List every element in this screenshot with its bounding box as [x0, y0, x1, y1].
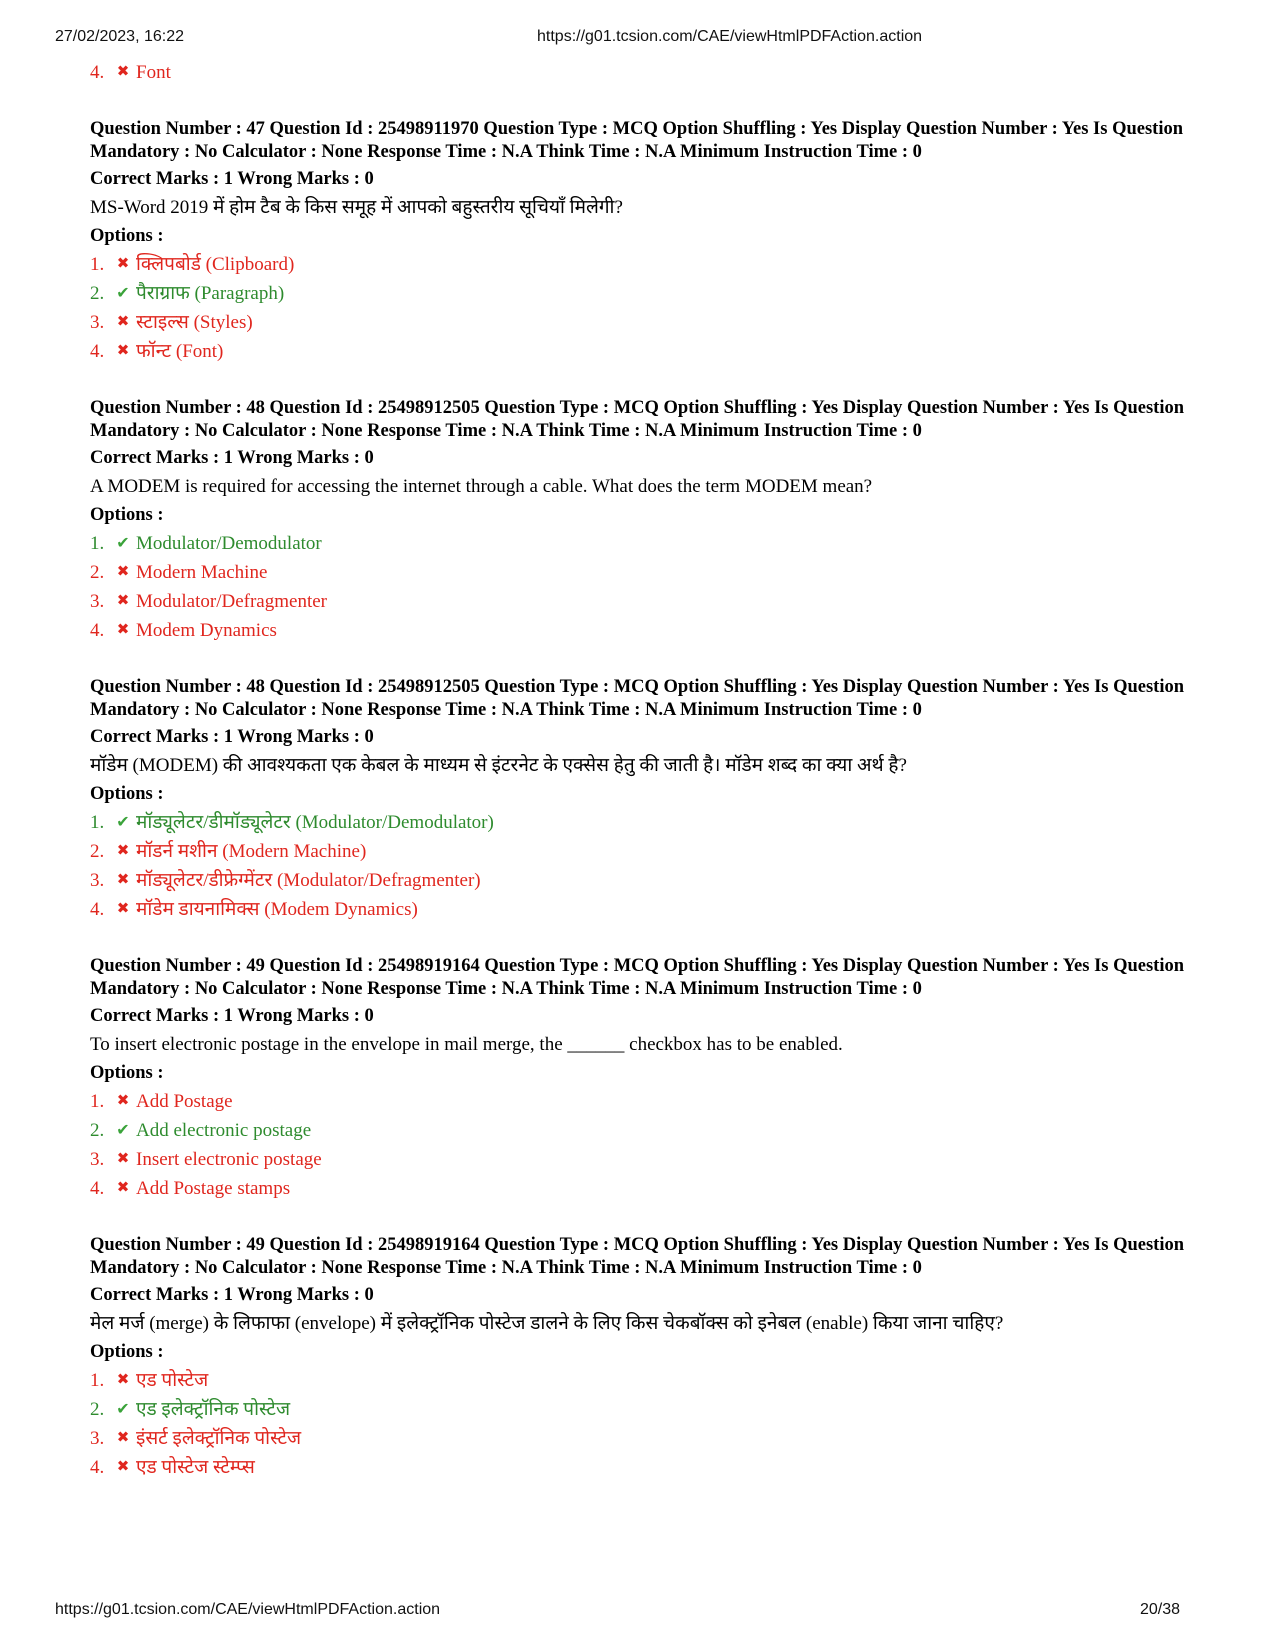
option-number: 4. [90, 62, 105, 83]
option-item [90, 558, 1200, 587]
option-number: 3. [90, 870, 105, 891]
option-item [90, 1087, 1200, 1116]
option-item [90, 1116, 1200, 1145]
options-label: Options : [90, 505, 164, 525]
question-marks: Correct Marks : 1 Wrong Marks : 0 [90, 727, 374, 747]
question-marks: Correct Marks : 1 Wrong Marks : 0 [90, 1006, 374, 1026]
option-number: 1. [90, 254, 105, 275]
option-number: 4. [90, 620, 105, 641]
cross-icon: ✖ [116, 64, 130, 80]
cross-icon: ✖ [116, 1372, 130, 1388]
option-number: 4. [90, 341, 105, 362]
option-text: इंसर्ट इलेक्ट्रॉनिक पोस्टेज [136, 1428, 302, 1449]
option-item [90, 808, 1200, 837]
cross-icon: ✖ [116, 843, 130, 859]
option-number: 1. [90, 812, 105, 833]
option-item [90, 279, 1200, 308]
option-number: 4. [90, 1457, 105, 1478]
option-item [90, 1366, 1200, 1395]
cross-icon: ✖ [116, 622, 130, 638]
option-text: Insert electronic postage [136, 1149, 322, 1170]
option-item [90, 866, 1200, 895]
option-number: 2. [90, 1120, 105, 1141]
option-text: मॉड्यूलेटर/डीफ्रेग्मेंटर (Modulator/Defragmenter) [136, 870, 481, 891]
question-marks: Correct Marks : 1 Wrong Marks : 0 [90, 448, 374, 468]
option-item [90, 337, 1200, 366]
option-number: 2. [90, 283, 105, 304]
option-text: Add Postage stamps [136, 1178, 291, 1199]
option-number: 2. [90, 562, 105, 583]
option-number: 2. [90, 1399, 105, 1420]
option-item [90, 616, 1200, 645]
option-item [90, 1453, 1200, 1482]
question-block [90, 118, 1200, 366]
option-text: मॉडेम डायनामिक्स (Modem Dynamics) [136, 899, 418, 920]
question-meta: Question Number : 49 Question Id : 25498919164 Question Type : MCQ Option Shuffling : Yes Display Question Number : Yes Is Question Mandatory : No Calculator : None Response Time : N.A Think Time : N.A Minimum Instruction Time : 0 [90, 1235, 1185, 1278]
question-meta: Question Number : 48 Question Id : 25498912505 Question Type : MCQ Option Shuffling : Yes Display Question Number : Yes Is Question Mandatory : No Calculator : None Response Time : N.A Think Time : N.A Minimum Instruction Time : 0 [90, 398, 1185, 441]
cross-icon: ✖ [116, 901, 130, 917]
footer-url: https://g01.tcsion.com/CAE/viewHtmlPDFAction.action [55, 1601, 441, 1618]
option-number: 3. [90, 312, 105, 333]
option-text: स्टाइल्स (Styles) [136, 312, 253, 333]
options-label: Options : [90, 1063, 164, 1083]
check-icon: ✔ [116, 535, 130, 552]
cross-icon: ✖ [116, 1459, 130, 1475]
option-text: एड पोस्टेज [136, 1370, 209, 1391]
option-text: Modulator/Defragmenter [136, 591, 327, 612]
option-text: Add electronic postage [136, 1120, 312, 1141]
option-text: Modulator/Demodulator [136, 533, 322, 554]
cross-icon: ✖ [116, 1093, 130, 1109]
question-text: मॉडेम (MODEM) की आवश्यकता एक केबल के माध्यम से इंटरनेट के एक्सेस हेतु की जाती है। मॉडेम शब्द का क्या अर्थ है? [90, 755, 907, 776]
cross-icon: ✖ [116, 314, 130, 330]
option-number: 4. [90, 899, 105, 920]
cross-icon: ✖ [116, 1180, 130, 1196]
cross-icon: ✖ [116, 1430, 130, 1446]
option-item [90, 529, 1200, 558]
option-number: 1. [90, 1370, 105, 1391]
option-item [90, 837, 1200, 866]
question-meta: Question Number : 49 Question Id : 25498919164 Question Type : MCQ Option Shuffling : Yes Display Question Number : Yes Is Question Mandatory : No Calculator : None Response Time : N.A Think Time : N.A Minimum Instruction Time : 0 [90, 956, 1185, 999]
check-icon: ✔ [116, 285, 130, 302]
option-text: फॉन्ट (Font) [136, 341, 224, 362]
option-item [90, 1174, 1200, 1203]
cross-icon: ✖ [116, 872, 130, 888]
option-text: Modern Machine [136, 562, 268, 583]
option-item [90, 1145, 1200, 1174]
option-number: 3. [90, 591, 105, 612]
question-block [90, 1234, 1200, 1482]
option-number: 4. [90, 1178, 105, 1199]
cross-icon: ✖ [116, 564, 130, 580]
question-text: A MODEM is required for accessing the internet through a cable. What does the term MODEM mean? [90, 476, 873, 497]
check-icon: ✔ [116, 1122, 130, 1139]
leading-option [90, 58, 1200, 87]
option-number: 3. [90, 1149, 105, 1170]
option-text: Font [136, 62, 171, 83]
cross-icon: ✖ [116, 1151, 130, 1167]
option-text: मॉड्यूलेटर/डीमॉड्यूलेटर (Modulator/Demodulator) [136, 812, 494, 833]
options-label: Options : [90, 1342, 164, 1362]
option-text: पैराग्राफ (Paragraph) [136, 283, 285, 304]
option-item [90, 308, 1200, 337]
cross-icon: ✖ [116, 593, 130, 609]
question-meta: Question Number : 48 Question Id : 25498912505 Question Type : MCQ Option Shuffling : Yes Display Question Number : Yes Is Question Mandatory : No Calculator : None Response Time : N.A Think Time : N.A Minimum Instruction Time : 0 [90, 677, 1185, 720]
question-list [90, 58, 1200, 1482]
header-datetime: 27/02/2023, 16:22 [55, 28, 185, 45]
cross-icon: ✖ [116, 256, 130, 272]
option-number: 1. [90, 1091, 105, 1112]
option-text: एड पोस्टेज स्टेम्प्स [136, 1457, 255, 1478]
check-icon: ✔ [116, 1401, 130, 1418]
question-block [90, 955, 1200, 1203]
option-number: 3. [90, 1428, 105, 1449]
option-number: 2. [90, 841, 105, 862]
option-item [90, 1395, 1200, 1424]
options-label: Options : [90, 226, 164, 246]
question-text: MS-Word 2019 में होम टैब के किस समूह में आपको बहुस्तरीय सूचियाँ मिलेगी? [90, 197, 623, 218]
cross-icon: ✖ [116, 343, 130, 359]
option-item [90, 587, 1200, 616]
question-text: To insert electronic postage in the envelope in mail merge, the ______ checkbox has to be enabled. [90, 1034, 843, 1055]
option-item [90, 250, 1200, 279]
question-block [90, 676, 1200, 924]
option-text: एड इलेक्ट्रॉनिक पोस्टेज [136, 1399, 291, 1420]
question-marks: Correct Marks : 1 Wrong Marks : 0 [90, 1285, 374, 1305]
option-text: मॉडर्न मशीन (Modern Machine) [136, 841, 367, 862]
option-text: Add Postage [136, 1091, 233, 1112]
check-icon: ✔ [116, 814, 130, 831]
question-block [90, 397, 1200, 645]
option-text: क्लिपबोर्ड (Clipboard) [136, 254, 295, 275]
page-number: 20/38 [1139, 1601, 1180, 1618]
option-item [90, 895, 1200, 924]
question-text: मेल मर्ज (merge) के लिफाफा (envelope) में इलेक्ट्रॉनिक पोस्टेज डालने के लिए किस चेकबॉक्स को इनेबल (enable) किया जाना चाहिए? [90, 1313, 1004, 1334]
question-meta: Question Number : 47 Question Id : 25498911970 Question Type : MCQ Option Shuffling : Yes Display Question Number : Yes Is Question Mandatory : No Calculator : None Response Time : N.A Think Time : N.A Minimum Instruction Time : 0 [90, 119, 1183, 162]
option-number: 1. [90, 533, 105, 554]
question-marks: Correct Marks : 1 Wrong Marks : 0 [90, 169, 374, 189]
option-text: Modem Dynamics [136, 620, 277, 641]
options-label: Options : [90, 784, 164, 804]
option-item [90, 1424, 1200, 1453]
header-url: https://g01.tcsion.com/CAE/viewHtmlPDFAction.action [537, 28, 923, 45]
